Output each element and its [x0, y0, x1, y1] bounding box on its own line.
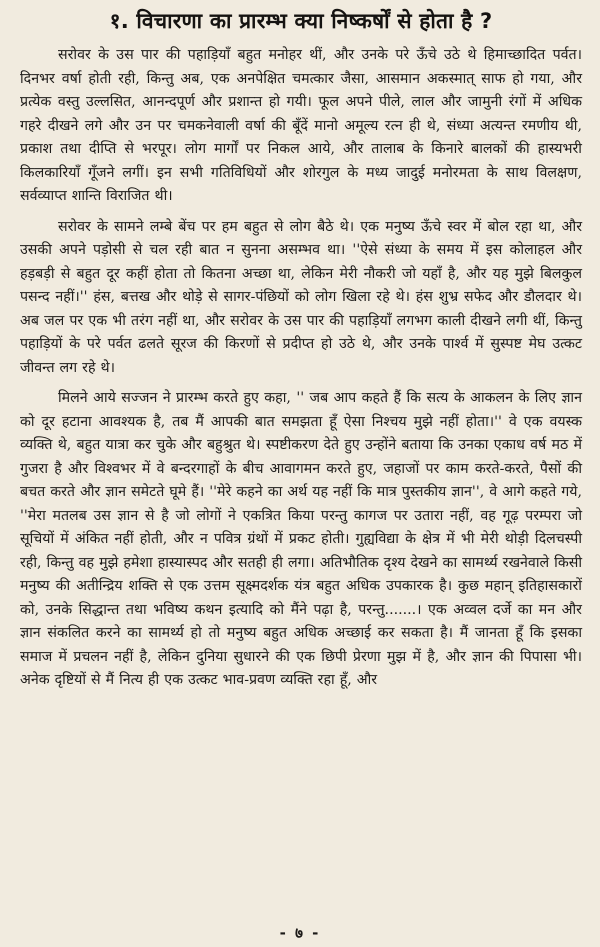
paragraph-2: सरोवर के सामने लम्बे बेंच पर हम बहुत से लोग बैठे थे। एक मनुष्य ऊँचे स्वर में बोल रहा था, और उसकी अपने पड़ोसी से चल रही बात न सुनना असम्भव था। ''ऐसे संध्या के समय में इस कोलाहल और हड़बड़ी से बहुत दूर कहीं होता तो कितना अच्छा था, लेकिन मेरी नौकरी जो यहाँ है, और यह मुझे बिलकुल पसन्द नहीं।'' हंस, बत्तख और थोड़े से सागर-पंछियों को लोग खिला रहे थे। हंस शुभ्र सफेद और डौलदार थे। अब जल पर एक भी तरंग नहीं था, और सरोवर के उस पार की पहाड़ियाँ लगभग काली दीखने लगी थीं, किन्तु पहाड़ियों के परे पर्वत ढलते सूरज की किरणों से प्रदीप्त हो उठे थे, और उनके पार्श्व में सुस्पष्ट मेघ उत्कट जीवन्त लग रहे थे। [20, 218, 582, 376]
chapter-title: १. विचारणा का प्रारम्भ क्या निष्कर्षों से होता है ? [109, 9, 493, 33]
page-number: - ७ - [279, 924, 321, 942]
paragraph-3: मिलने आये सज्जन ने प्रारम्भ करते हुए कहा, '' जब आप कहते हैं कि सत्य के आकलन के लिए ज्ञान को दूर हटाना आवश्यक है, तब मैं आपकी बात समझता हूँ ऐसा निश्चय मुझे नहीं होता।'' वे एक वयस्क व्यक्ति थे, बहुत यात्रा कर चुके और बहुश्रुत थे। स्पष्टीकरण देते हुए उन्होंने बताया कि उनका एकाध वर्ष मठ में गुजरा है और विश्वभर में वे बन्दरगाहों के बीच आवागमन करते हुए, जहाजों पर काम करते-करते, पैसों की बचत करते और ज्ञान समेटते घूमे हैं। ''मेरे कहने का अर्थ यह नहीं कि मात्र पुस्तकीय ज्ञान'', वे आगे कहते गये, ''मेरा मतलब उस ज्ञान से है जो लोगों ने एकत्रित किया परन्तु कागज पर उतारा नहीं, वह गूढ़ परम्परा जो सूचियों में अंकित नहीं होती, और न पवित्र ग्रंथों में प्रकट होती। गुह्यविद्या के क्षेत्र में भी मेरी थोड़ी दिलचस्पी रही, किन्तु वह मुझे हमेशा हास्यास्पद और सतही ही लगा। अतिभौतिक दृश्य देखने का सामर्थ्य रखनेवाले किसी मनुष्य की अतीन्द्रिय शक्ति से एक उत्तम सूक्ष्मदर्शक यंत्र बहुत अधिक उपकारक है। कुछ महान् इतिहासकारों को, उनके सिद्धान्त तथा भविष्य कथन इत्यादि को मैंने पढ़ा है, परन्तु.......। एक अव्वल दर्जे का मन और ज्ञान संकलित करने का सामर्थ्य हो तो मनुष्य बहुत अधिक अच्छाई कर सकता है। मैं जानता हूँ कि इसका समाज में प्रचलन नहीं है, लेकिन दुनिया सुधारने की एक छिपी प्रेरणा मुझ में है, और ज्ञान की पिपासा भी। अनेक दृष्टियों से मैं नित्य ही एक उत्कट भाव-प्रवण व्यक्ति रहा हूँ, और [20, 390, 582, 688]
paragraph-1: सरोवर के उस पार की पहाड़ियाँ बहुत मनोहर थीं, और उनके परे ऊँचे उठे थे हिमाच्छादित पर्वत। दिनभर वर्षा होती रही, किन्तु अब, एक अनपेक्षित चमत्कार जैसा, आसमान अकस्मात् साफ हो गया, और प्रत्येक वस्तु उल्लसित, आनन्दपूर्ण और प्रशान्त हो गयी। फूल अपने पीले, लाल और जामुनी रंगों में अधिक गहरे दीखने लगे और उन पर चमकनेवाली वर्षा की बूँदें मानो अमूल्य रत्न ही थे, संध्या अत्यन्त रमणीय थी, प्रकाश तथा दीप्ति से भरपूर। लोग मार्गों पर निकल आये, और तालाब के किनारे बालकों की हास्यभरी किलकारियाँ गूँजने लगीं। इन सभी गतिविधियों और शोरगुल के मध्य जादुई मनोरमता के साथ विलक्षण, सर्वव्याप्त शान्ति विराजित थी। [20, 47, 582, 204]
